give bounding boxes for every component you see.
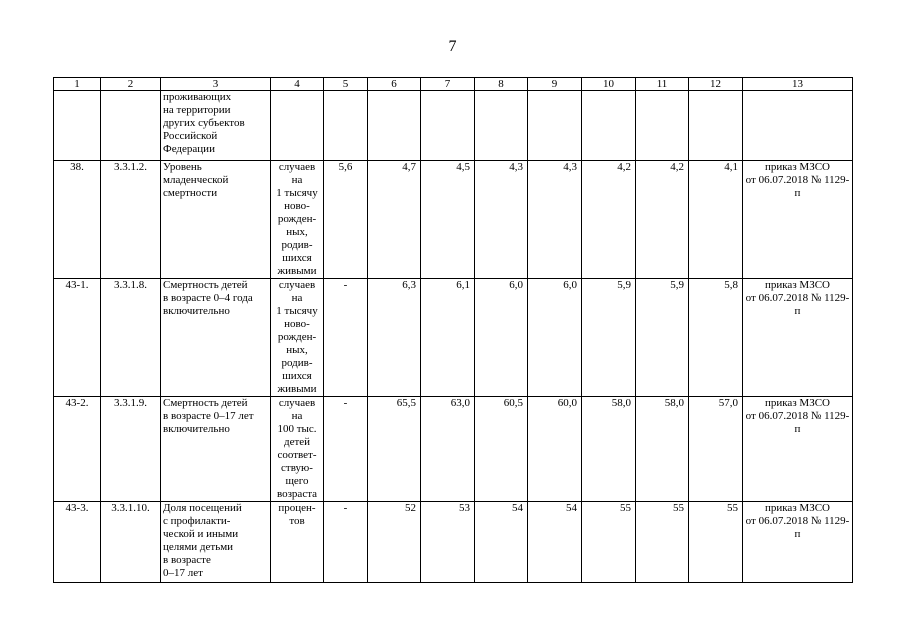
header-cell: 8 xyxy=(475,78,528,91)
row-code: 3.3.1.10. xyxy=(101,502,161,583)
row-code: 3.3.1.8. xyxy=(101,279,161,397)
value-col-7: 63,0 xyxy=(421,397,475,502)
header-cell: 2 xyxy=(101,78,161,91)
row-number: 43-3. xyxy=(54,502,101,583)
value-col-10: 5,9 xyxy=(582,279,636,397)
value-col-12: 5,8 xyxy=(689,279,743,397)
header-cell: 1 xyxy=(54,78,101,91)
value-col-8: 60,5 xyxy=(475,397,528,502)
table-row xyxy=(54,91,853,161)
unit: случаев на 1 тысячу ново- рожден- ных, родив- шихся живыми xyxy=(271,279,324,397)
value-col-9 xyxy=(528,91,582,161)
row-number: 43-2. xyxy=(54,397,101,502)
value-col-6: 52 xyxy=(368,502,421,583)
indicator-name: Доля посещений с профилакти- ческой и иными целями детьми в возрасте 0–17 лет xyxy=(161,502,271,583)
value-col-12: 57,0 xyxy=(689,397,743,502)
value-col-7: 6,1 xyxy=(421,279,475,397)
row-code: 3.3.1.9. xyxy=(101,397,161,502)
value-col-11 xyxy=(636,91,689,161)
indicator-name: проживающих на территории других субъектов Российской Федерации xyxy=(161,91,271,161)
value-col-10: 4,2 xyxy=(582,161,636,279)
row-number: 43-1. xyxy=(54,279,101,397)
table-row xyxy=(54,161,853,279)
table-row xyxy=(54,397,853,502)
value-col-8: 6,0 xyxy=(475,279,528,397)
value-col-7: 53 xyxy=(421,502,475,583)
row-number xyxy=(54,91,101,161)
source: приказ МЗСО от 06.07.2018 № 1129-п xyxy=(743,161,853,279)
value-col-9: 6,0 xyxy=(528,279,582,397)
value-col-10: 58,0 xyxy=(582,397,636,502)
value-col-11: 58,0 xyxy=(636,397,689,502)
row-code: 3.3.1.2. xyxy=(101,161,161,279)
unit xyxy=(271,91,324,161)
indicators-table xyxy=(53,77,853,583)
value-col-12: 4,1 xyxy=(689,161,743,279)
value-col-9: 54 xyxy=(528,502,582,583)
source: приказ МЗСО от 06.07.2018 № 1129-п xyxy=(743,279,853,397)
value-col-5: - xyxy=(324,502,368,583)
value-col-11: 5,9 xyxy=(636,279,689,397)
value-col-10: 55 xyxy=(582,502,636,583)
source: приказ МЗСО от 06.07.2018 № 1129-п xyxy=(743,397,853,502)
source xyxy=(743,91,853,161)
source: приказ МЗСО от 06.07.2018 № 1129-п xyxy=(743,502,853,583)
value-col-11: 4,2 xyxy=(636,161,689,279)
header-cell: 4 xyxy=(271,78,324,91)
value-col-9: 60,0 xyxy=(528,397,582,502)
indicator-name: Уровень младенческой смертности xyxy=(161,161,271,279)
value-col-5 xyxy=(324,91,368,161)
value-col-7: 4,5 xyxy=(421,161,475,279)
value-col-5: - xyxy=(324,279,368,397)
value-col-6: 4,7 xyxy=(368,161,421,279)
header-cell: 7 xyxy=(421,78,475,91)
value-col-7 xyxy=(421,91,475,161)
header-cell: 13 xyxy=(743,78,853,91)
header-cell: 6 xyxy=(368,78,421,91)
value-col-5: 5,6 xyxy=(324,161,368,279)
unit: случаев на 100 тыс. детей соответ- ствую- щего возраста xyxy=(271,397,324,502)
value-col-8: 54 xyxy=(475,502,528,583)
header-cell: 5 xyxy=(324,78,368,91)
value-col-6: 65,5 xyxy=(368,397,421,502)
indicator-name: Смертность детей в возрасте 0–4 года включительно xyxy=(161,279,271,397)
value-col-9: 4,3 xyxy=(528,161,582,279)
row-number: 38. xyxy=(54,161,101,279)
indicator-name: Смертность детей в возрасте 0–17 лет включительно xyxy=(161,397,271,502)
value-col-6: 6,3 xyxy=(368,279,421,397)
table-row xyxy=(54,502,853,583)
header-cell: 10 xyxy=(582,78,636,91)
unit: случаев на 1 тысячу ново- рожден- ных, родив- шихся живыми xyxy=(271,161,324,279)
value-col-6 xyxy=(368,91,421,161)
value-col-10 xyxy=(582,91,636,161)
value-col-5: - xyxy=(324,397,368,502)
value-col-12: 55 xyxy=(689,502,743,583)
header-cell: 9 xyxy=(528,78,582,91)
row-code xyxy=(101,91,161,161)
unit: процен- тов xyxy=(271,502,324,583)
value-col-8: 4,3 xyxy=(475,161,528,279)
page-number: 7 xyxy=(448,38,457,55)
header-cell: 3 xyxy=(161,78,271,91)
table-row xyxy=(54,279,853,397)
value-col-12 xyxy=(689,91,743,161)
header-row xyxy=(54,78,853,91)
header-cell: 12 xyxy=(689,78,743,91)
value-col-8 xyxy=(475,91,528,161)
value-col-11: 55 xyxy=(636,502,689,583)
header-cell: 11 xyxy=(636,78,689,91)
